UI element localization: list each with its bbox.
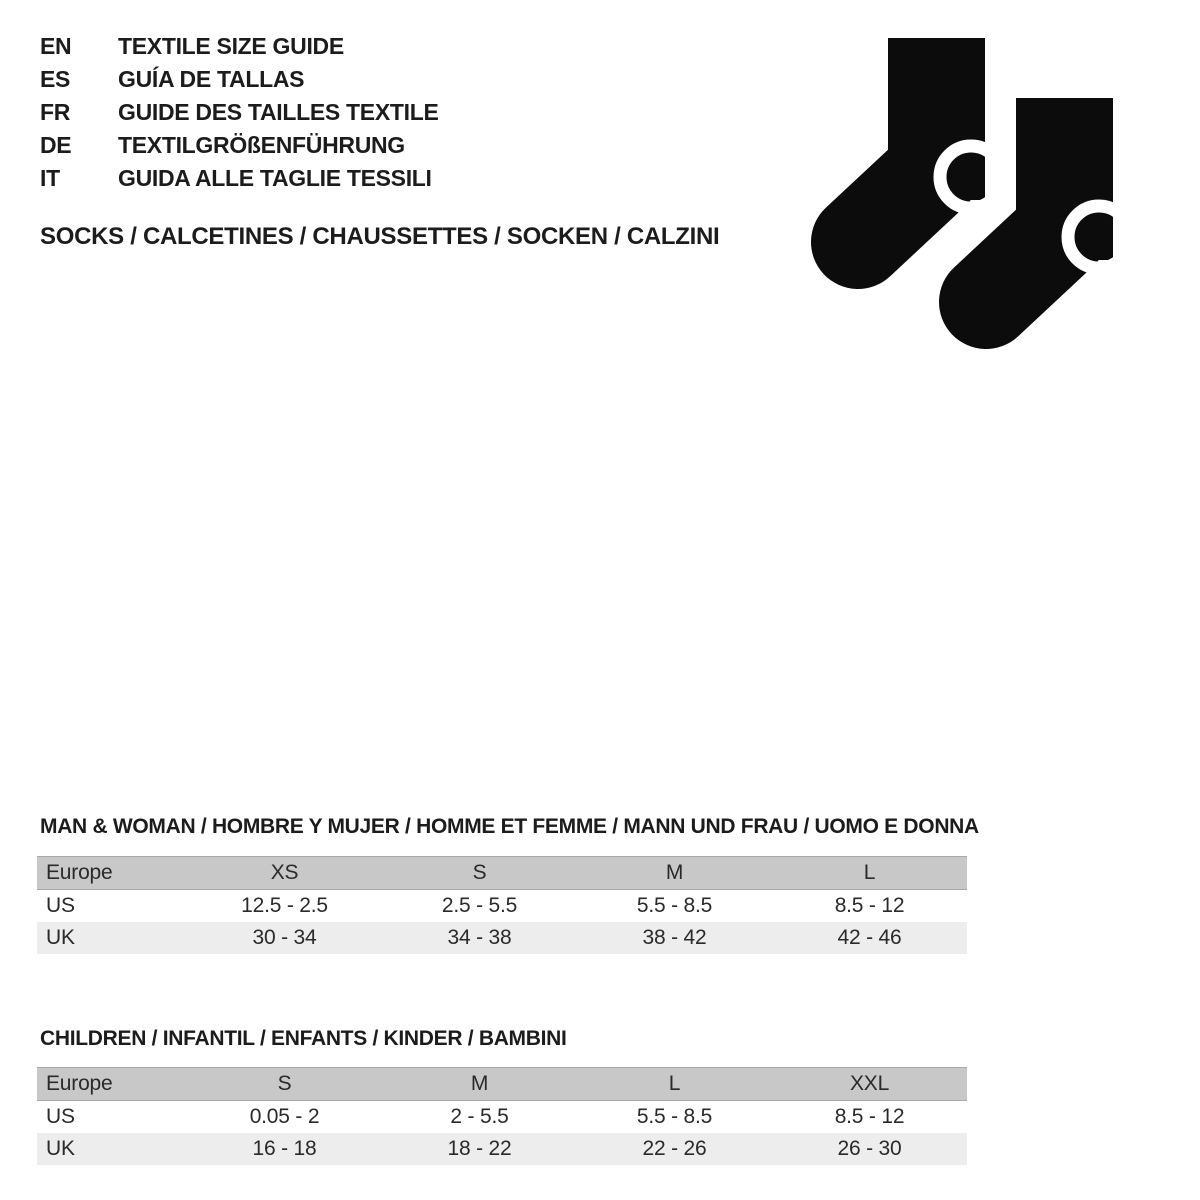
header-cell-size: XXL	[772, 1068, 967, 1101]
row-label: US	[46, 894, 75, 917]
language-code: ES	[40, 66, 71, 92]
table-row-us	[37, 1101, 967, 1134]
category-line: SOCKS / CALCETINES / CHAUSSETTES / SOCKEN / CALZINI	[40, 223, 720, 250]
table-header-row	[37, 857, 967, 890]
language-title: TEXTILGRÖßENFÜHRUNG	[118, 132, 405, 158]
sock-left-icon	[858, 38, 1002, 242]
language-code: IT	[40, 165, 60, 191]
size-value: 5.5 - 8.5	[636, 894, 713, 917]
language-row-de	[40, 129, 439, 162]
language-title: GUÍA DE TALLAS	[118, 66, 305, 92]
size-value: 34 - 38	[382, 922, 577, 954]
size-value: 12.5 - 2.5	[241, 894, 328, 917]
table-row-us	[37, 890, 967, 923]
row-label: UK	[37, 1133, 187, 1165]
size-value: 22 - 26	[577, 1133, 772, 1165]
size-value: 30 - 34	[187, 922, 382, 954]
language-list	[40, 30, 439, 195]
size-value: 0.05 - 2	[249, 1105, 320, 1128]
row-label: UK	[37, 922, 187, 954]
sock-left-foot	[858, 172, 933, 242]
size-value: 2.5 - 5.5	[441, 894, 518, 917]
section-title: MAN & WOMAN / HOMBRE Y MUJER / HOMME ET FEMME / MANN UND FRAU / UOMO E DONNA	[40, 815, 979, 838]
sock-right-icon	[986, 98, 1120, 302]
size-table-man-woman	[37, 856, 967, 954]
row-label: US	[46, 1105, 75, 1128]
size-value: 18 - 22	[382, 1133, 577, 1165]
size-value: 26 - 30	[772, 1133, 967, 1165]
header-cell-size: L	[772, 857, 967, 890]
table-row-uk	[37, 1133, 967, 1165]
language-code: FR	[40, 99, 71, 125]
header-cell-region: Europe	[37, 857, 187, 890]
header-cell-size: M	[382, 1068, 577, 1101]
language-row-fr	[40, 96, 439, 129]
size-value: 8.5 - 12	[834, 1105, 905, 1128]
language-title: GUIDA ALLE TAGLIE TESSILI	[118, 165, 432, 191]
size-value: 2 - 5.5	[450, 1105, 509, 1128]
language-code: DE	[40, 132, 72, 158]
header-cell-size: S	[187, 1068, 382, 1101]
size-value: 38 - 42	[577, 922, 772, 954]
header-cell-size: S	[382, 857, 577, 890]
size-section-children	[37, 1026, 967, 1165]
section-title: CHILDREN / INFANTIL / ENFANTS / KINDER / BAMBINI	[40, 1027, 567, 1050]
language-row-en	[40, 30, 439, 63]
language-title: TEXTILE SIZE GUIDE	[118, 33, 344, 59]
size-value: 42 - 46	[772, 922, 967, 954]
header-cell-size: M	[577, 857, 772, 890]
size-value: 8.5 - 12	[834, 894, 905, 917]
header-cell-size: L	[577, 1068, 772, 1101]
language-row-es	[40, 63, 439, 96]
table-header-row	[37, 1068, 967, 1101]
header-cell-region: Europe	[37, 1068, 187, 1101]
sock-right-foot	[986, 232, 1061, 302]
size-value: 5.5 - 8.5	[636, 1105, 713, 1128]
language-code: EN	[40, 33, 72, 59]
table-row-uk	[37, 922, 967, 954]
language-title: GUIDE DES TAILLES TEXTILE	[118, 99, 439, 125]
size-value: 16 - 18	[187, 1133, 382, 1165]
header-cell-size: XS	[187, 857, 382, 890]
language-row-it	[40, 162, 439, 195]
size-section-man-woman	[37, 814, 979, 954]
socks-icon	[808, 20, 1120, 372]
size-table-children	[37, 1067, 967, 1165]
